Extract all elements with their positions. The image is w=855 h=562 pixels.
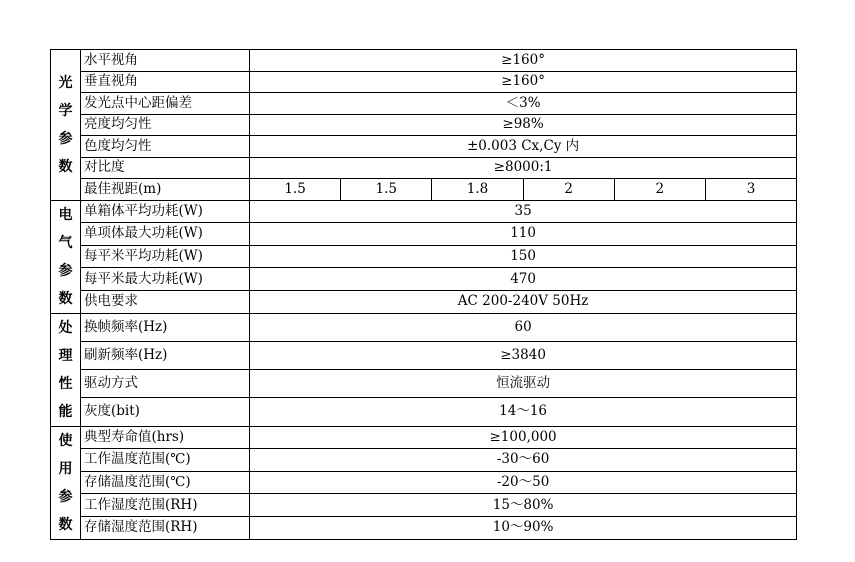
table-row — [51, 50, 797, 72]
param-value: 10～90% — [250, 516, 797, 539]
param-value: ＜3% — [250, 93, 797, 115]
table-row — [51, 449, 797, 472]
param-label: 亮度均匀性 — [81, 114, 250, 136]
param-label: 存储湿度范围(RH) — [81, 516, 250, 539]
table-row — [51, 136, 797, 158]
param-value: 恒流驱动 — [250, 370, 797, 398]
param-value: AC 200-240V 50Hz — [250, 290, 797, 313]
param-label: 换帧频率(Hz) — [81, 313, 250, 341]
table-row — [51, 179, 797, 201]
table-row — [51, 200, 797, 223]
table-row — [51, 471, 797, 494]
table-row — [51, 268, 797, 291]
param-label: 色度均匀性 — [81, 136, 250, 158]
param-value: ≥100,000 — [250, 426, 797, 449]
param-value-cell: 2 — [523, 179, 614, 201]
param-value-cell: 3 — [705, 179, 796, 201]
group-header — [51, 313, 81, 426]
group-header — [51, 50, 81, 201]
group-name: 光学参数 — [58, 74, 73, 175]
param-value: ≥98% — [250, 114, 797, 136]
param-label: 每平米最大功耗(W) — [81, 268, 250, 291]
param-value: ±0.003 Cx,Cy 内 — [250, 136, 797, 158]
param-label: 刷新频率(Hz) — [81, 341, 250, 369]
param-value: 35 — [250, 200, 797, 223]
param-value: 110 — [250, 223, 797, 246]
param-value: -20～50 — [250, 471, 797, 494]
param-value-cell: 2 — [614, 179, 705, 201]
param-label: 灰度(bit) — [81, 398, 250, 426]
param-value-cell: 1.5 — [250, 179, 341, 201]
group-name: 电气参数 — [58, 206, 73, 307]
param-value: 15～80% — [250, 494, 797, 517]
group-name: 使用参数 — [58, 432, 73, 533]
table-row — [51, 71, 797, 93]
param-label: 发光点中心距偏差 — [81, 93, 250, 115]
table-row — [51, 516, 797, 539]
param-label: 单箱体平均功耗(W) — [81, 200, 250, 223]
table-row — [51, 370, 797, 398]
param-value: 150 — [250, 245, 797, 268]
param-label: 工作湿度范围(RH) — [81, 494, 250, 517]
table-row — [51, 398, 797, 426]
param-value: 60 — [250, 313, 797, 341]
table-row — [51, 494, 797, 517]
table-row — [51, 223, 797, 246]
table-row — [51, 341, 797, 369]
param-value-cell: 1.8 — [432, 179, 523, 201]
param-label: 单项体最大功耗(W) — [81, 223, 250, 246]
param-value: 14～16 — [250, 398, 797, 426]
spec-table — [50, 49, 797, 540]
table-row — [51, 114, 797, 136]
param-value: ≥8000:1 — [250, 157, 797, 179]
table-row — [51, 245, 797, 268]
param-label: 对比度 — [81, 157, 250, 179]
param-label: 典型寿命值(hrs) — [81, 426, 250, 449]
param-label: 水平视角 — [81, 50, 250, 72]
param-label: 供电要求 — [81, 290, 250, 313]
table-row — [51, 157, 797, 179]
param-value-cell: 1.5 — [341, 179, 432, 201]
param-label: 工作温度范围(℃) — [81, 449, 250, 472]
param-label: 存储温度范围(℃) — [81, 471, 250, 494]
param-label: 垂直视角 — [81, 71, 250, 93]
table-row — [51, 313, 797, 341]
table-row — [51, 426, 797, 449]
param-value: ≥160° — [250, 50, 797, 72]
table-row — [51, 93, 797, 115]
param-label: 每平米平均功耗(W) — [81, 245, 250, 268]
group-header — [51, 426, 81, 539]
param-value: -30～60 — [250, 449, 797, 472]
param-label: 最佳视距(m) — [81, 179, 250, 201]
spec-table-body — [51, 50, 797, 540]
param-value: ≥3840 — [250, 341, 797, 369]
table-row — [51, 290, 797, 313]
param-value: 470 — [250, 268, 797, 291]
group-name: 处理性能 — [58, 319, 73, 420]
param-label: 驱动方式 — [81, 370, 250, 398]
param-value: ≥160° — [250, 71, 797, 93]
group-header — [51, 200, 81, 313]
